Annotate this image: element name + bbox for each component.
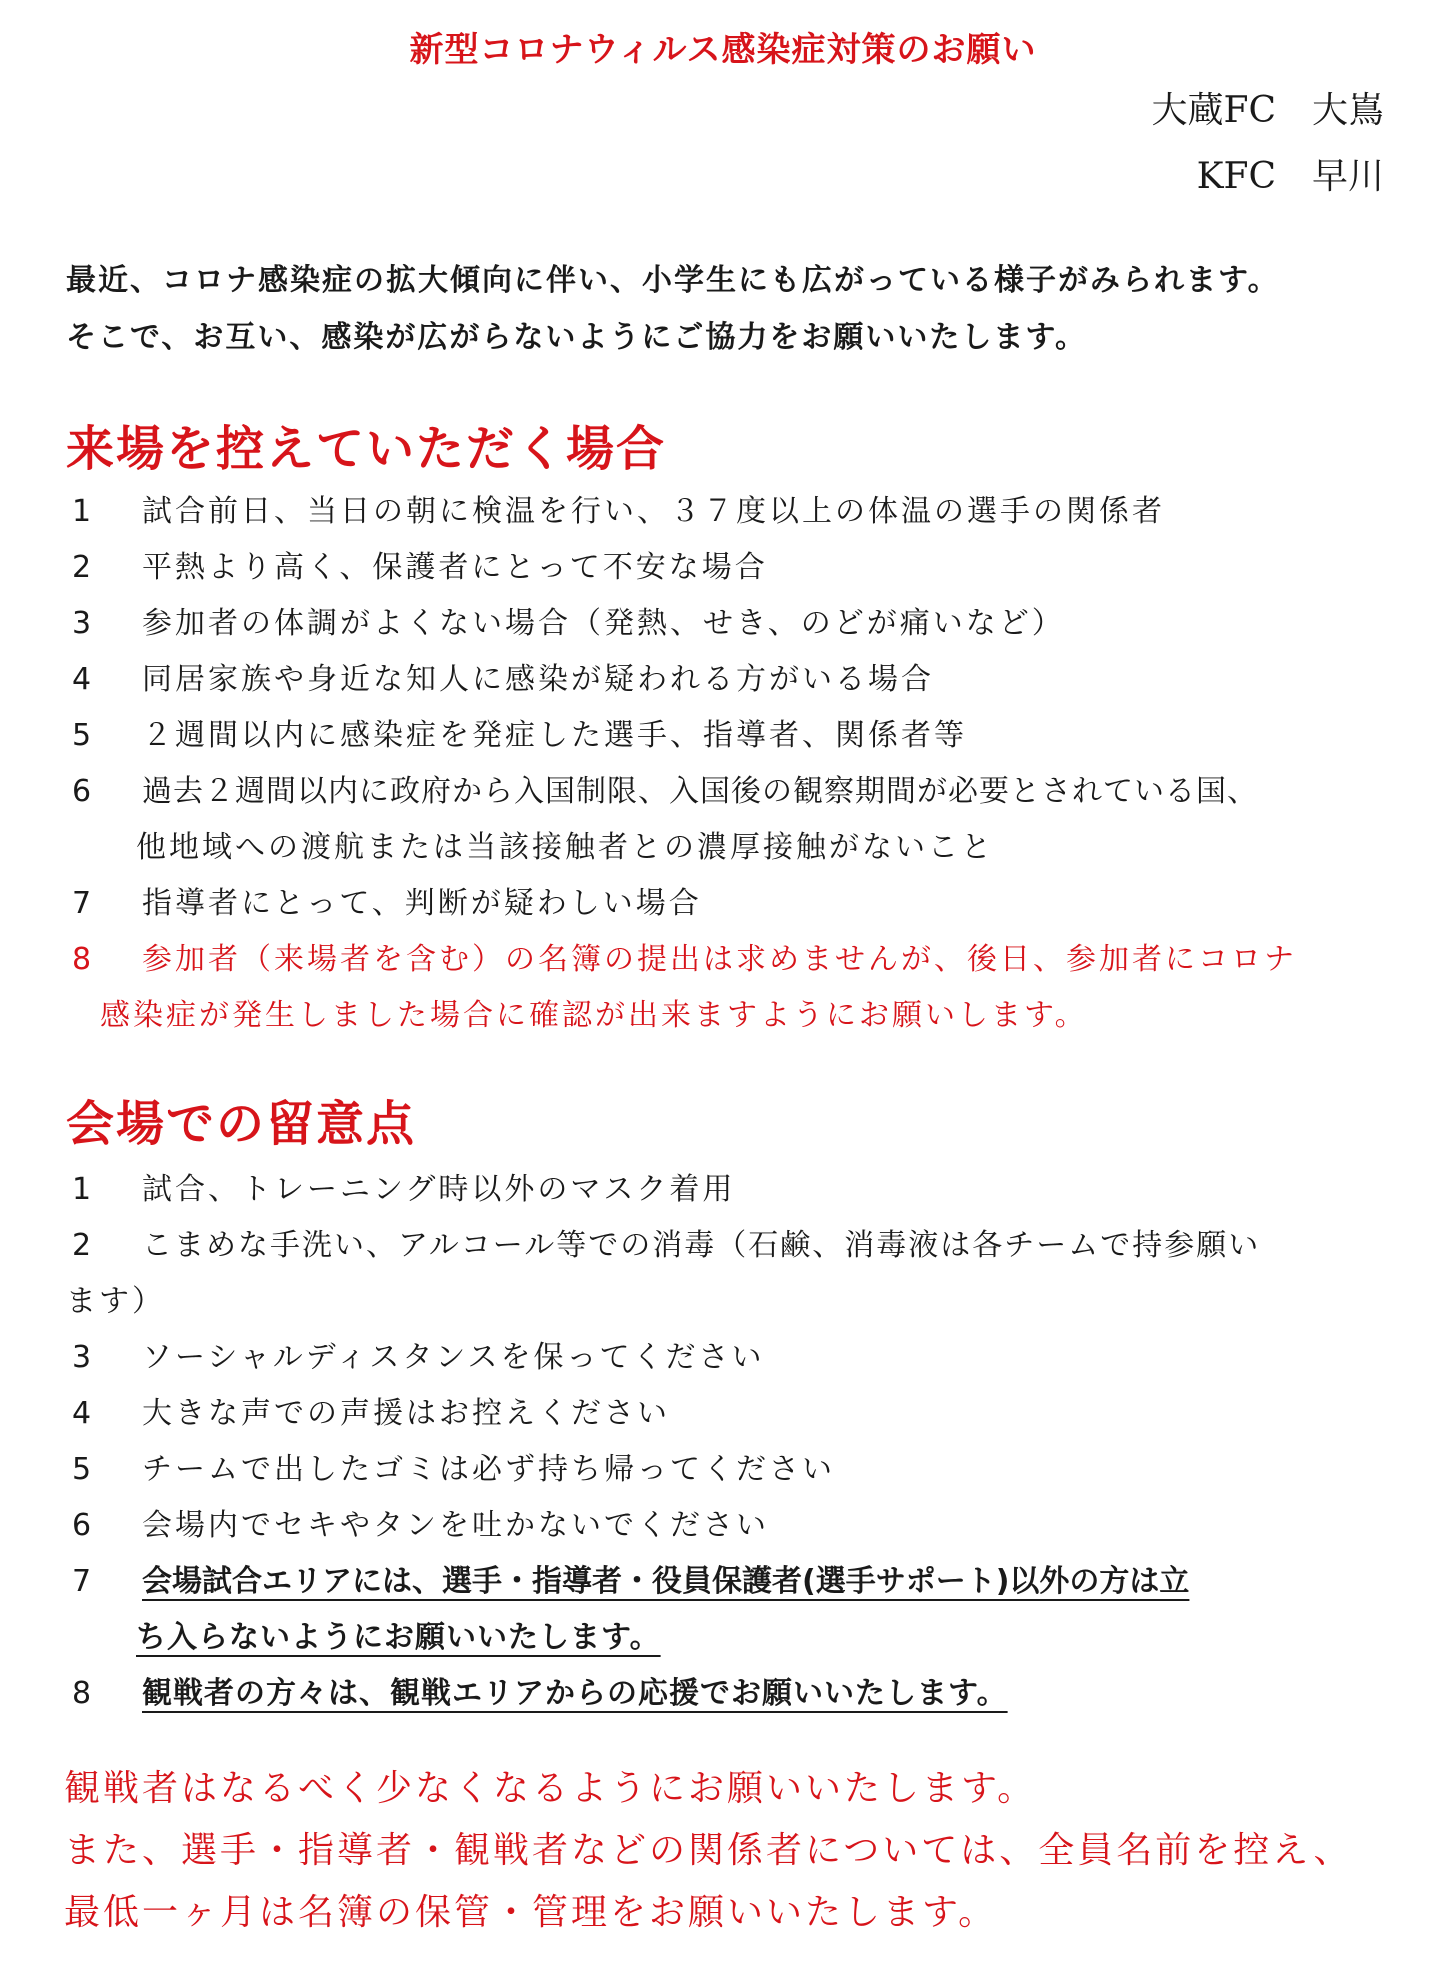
author-line-1: 大蔵FC 大嶌 <box>1151 90 1384 131</box>
item-text: チームで出したゴミは必ず持ち帰ってください <box>142 1452 835 1487</box>
intro-line-2: そこで、お互い、感染が広がらないようにご協力をお願いいたします。 <box>66 320 1087 355</box>
document-title: 新型コロナウィルス感染症対策のお願い <box>409 30 1037 70</box>
list-item <box>66 1226 1260 1266</box>
item-number: 2 <box>72 1228 94 1263</box>
list-item <box>66 716 967 756</box>
item-text: 同居家族や身近な知人に感染が疑われる方がいる場合 <box>142 662 934 697</box>
item-number: 1 <box>72 1172 95 1207</box>
list-item <box>66 1338 765 1378</box>
list-item <box>66 1450 835 1490</box>
item-number: 4 <box>72 662 95 697</box>
item-number: 3 <box>72 1340 95 1375</box>
item-text: ソーシャルディスタンスを保ってください <box>142 1340 765 1375</box>
item-text: 参加者（来場者を含む）の名簿の提出は求めませんが、後日、参加者にコロナ <box>142 942 1297 977</box>
item-text: ２週間以内に感染症を発症した選手、指導者、関係者等 <box>142 718 967 753</box>
closing-line-3: 最低一ヶ月は名簿の保管・管理をお願いいたします。 <box>64 1892 998 1933</box>
list-item <box>66 1170 735 1210</box>
item-text: 会場内でセキやタンを吐かないでください <box>142 1508 769 1543</box>
list-item <box>66 1562 1189 1602</box>
item-text: こまめな手洗い、アルコール等での消毒（石鹸、消毒液は各チームで持参願い <box>142 1228 1261 1263</box>
item-number: 5 <box>72 718 95 753</box>
item-text-continuation: 感染症が発生しました場合に確認が出来ますようにお願いします。 <box>100 998 1088 1033</box>
item-text: 指導者にとって、判断が疑わしい場合 <box>142 886 702 921</box>
list-item <box>66 1394 670 1434</box>
list-item <box>66 940 1297 980</box>
item-number: 3 <box>72 606 95 641</box>
item-number: 6 <box>72 774 93 809</box>
list-item <box>66 1674 1008 1714</box>
list-item <box>66 1506 769 1546</box>
item-number: 2 <box>72 550 95 585</box>
list-item <box>66 604 1065 644</box>
item-number: 5 <box>72 1452 95 1487</box>
closing-line-1: 観戦者はなるべく少なくなるようにお願いいたします。 <box>64 1768 1037 1809</box>
item-text-continuation: 他地域への渡航または当該接触者との濃厚接触がないこと <box>136 830 994 865</box>
list-item <box>66 884 702 924</box>
closing-line-2: また、選手・指導者・観戦者などの関係者については、全員名前を控え、 <box>64 1830 1353 1871</box>
item-text: 平熱より高く、保護者にとって不安な場合 <box>142 550 768 585</box>
item-text: 過去２週間以内に政府から入国制限、入国後の観察期間が必要とされている国、 <box>142 774 1258 809</box>
intro-line-1: 最近、コロナ感染症の拡大傾向に伴い、小学生にも広がっている様子がみられます。 <box>66 263 1280 298</box>
list-item <box>66 772 1258 812</box>
item-text: 大きな声での声援はお控えください <box>142 1396 670 1431</box>
item-number: 7 <box>72 1564 92 1599</box>
list-item <box>66 492 1165 532</box>
list-item <box>66 548 768 588</box>
section-heading-venue-notes: 会場での留意点 <box>66 1096 417 1152</box>
item-text: 観戦者の方々は、観戦エリアからの応援でお願いいたします。 <box>142 1676 1008 1711</box>
item-text: 試合、トレーニング時以外のマスク着用 <box>142 1172 736 1207</box>
list-item <box>66 660 934 700</box>
item-number: 6 <box>72 1508 95 1543</box>
section-heading-attendance: 来場を控えていただく場合 <box>66 421 667 477</box>
item-text: 試合前日、当日の朝に検温を行い、３７度以上の体温の選手の関係者 <box>142 494 1165 529</box>
item-number: 4 <box>72 1396 95 1431</box>
item-text: 参加者の体調がよくない場合（発熱、せき、のどが痛いなど） <box>142 606 1065 641</box>
item-number: 8 <box>72 1676 95 1711</box>
item-number: 8 <box>72 942 95 977</box>
item-number: 1 <box>72 494 95 529</box>
item-text: 会場試合エリアには、選手・指導者・役員保護者(選手サポート)以外の方は立 <box>142 1564 1190 1599</box>
item-text-continuation: ます） <box>66 1284 165 1319</box>
item-text-continuation: ち入らないようにお願いいたします。 <box>136 1620 661 1655</box>
author-line-2: KFC 早川 <box>1196 156 1384 197</box>
item-number: 7 <box>72 886 95 921</box>
